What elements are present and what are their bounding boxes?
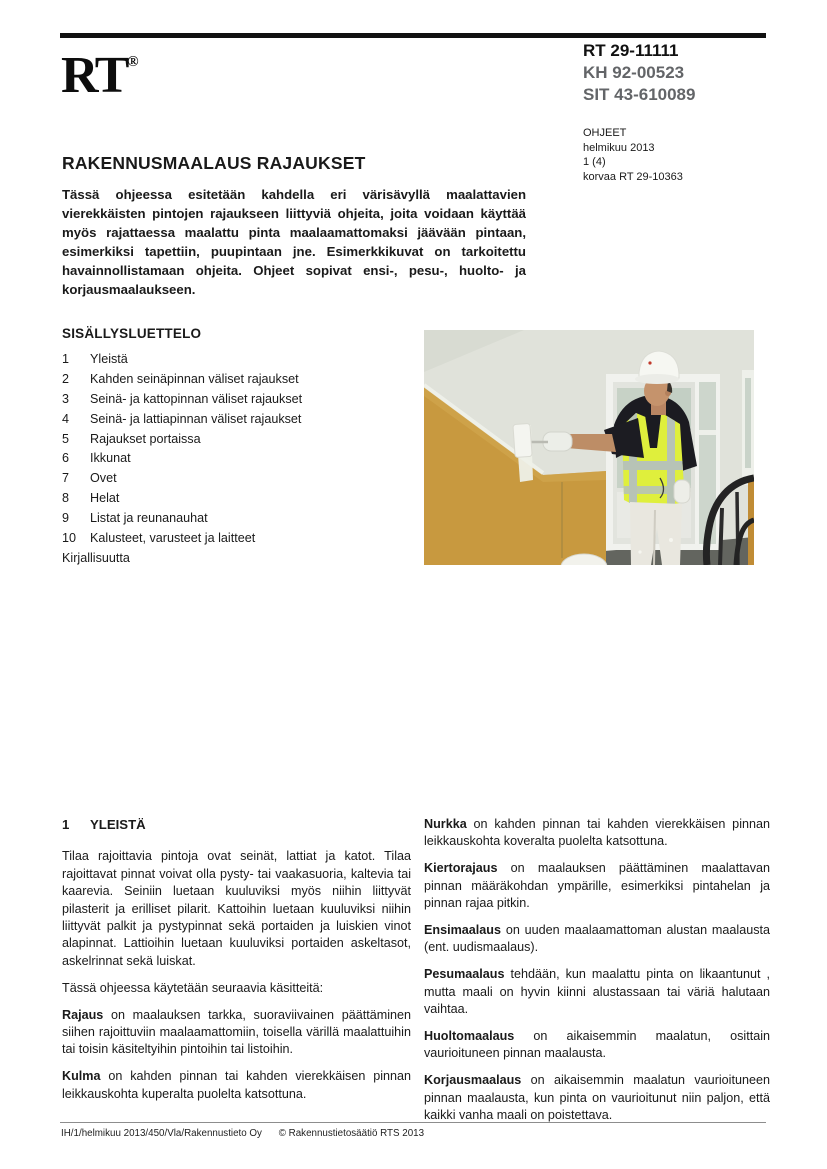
column-left xyxy=(62,816,411,1113)
toc-item: 10 Kalusteet, varusteet ja laitteet xyxy=(62,531,256,546)
definition-kiertorajaus: Kiertorajaus on maalauksen päättäminen maalattavan pinnan määräkohdan ympärille, esimerkiksi pintahelan ja pinnan rajaa pitkin. xyxy=(424,861,770,911)
document-meta xyxy=(583,126,683,184)
footer-copyright: © Rakennustietosäätiö RTS 2013 xyxy=(278,1128,425,1139)
toc-item: 1 Yleistä xyxy=(62,352,128,366)
definition-ensimaalaus: Ensimaalaus on uuden maalaamattoman alustan maalausta (ent. uudismaalaus). xyxy=(424,923,771,955)
paragraph: Tässä ohjeessa käytetään seuraavia käsitteitä: xyxy=(62,980,324,995)
section-1-title: YLEISTÄ xyxy=(90,817,146,832)
rt-logo xyxy=(61,38,139,104)
page-title: RAKENNUSMAALAUS RAJAUKSET xyxy=(62,153,366,173)
code-sit: SIT 43-610089 xyxy=(583,85,696,104)
document-codes xyxy=(583,40,695,106)
rt-logo-text: RT xyxy=(61,47,128,104)
definition-nurkka: Nurkka on kahden pinnan tai kahden vierekkäisen pinnan leikkauskohta koveralta puolelta katsottuna. xyxy=(424,817,771,849)
paragraph: Tilaa rajoittavia pintoja ovat seinät, lattiat ja katot. Tilaa rajoittavat pinnat voivat olla pysty- tai vaakasuoria, kaltevia tai kaarevia. Seiniin luetaan kuuluviksi myös niihin liittyvät pilasterit ja erilliset pilarit. Kattoihin luetaan kuuluviksi niihin liittyvät palkit ja pystypinnat sekä portaiden ja luiskien vinot alapinnat. Lattioihin luetaan kuuluviksi portaiden askeltasot, askelrinnat sekä luiskat. xyxy=(62,849,411,968)
painter-photo xyxy=(424,330,754,565)
toc-item: 6 Ikkunat xyxy=(62,451,131,466)
toc-item: 8 Helat xyxy=(62,491,120,506)
toc-item: 3 Seinä- ja kattopinnan väliset rajaukset xyxy=(62,391,303,406)
toc-heading: SISÄLLYSLUETTELO xyxy=(62,326,202,341)
code-rt: RT 29-11111 xyxy=(583,41,679,60)
code-kh: KH 92-00523 xyxy=(583,63,685,82)
meta-replaces: korvaa RT 29-10363 xyxy=(583,170,683,183)
definition-kulma: Kulma on kahden pinnan tai kahden vierekkäisen pinnan leikkauskohta kuperalta puolelta katsottuna. xyxy=(62,1069,412,1101)
column-right xyxy=(424,816,770,1134)
definition-rajaus: Rajaus on maalauksen tarkka, suoraviivainen päättäminen siihen rajoittuviin maalaamattomiin, toisella värillä maalattuihin tai toisin käsiteltyihin pintoihin tai listoihin. xyxy=(62,1007,412,1057)
section-1-heading xyxy=(62,816,411,833)
footer-rule xyxy=(60,1122,766,1123)
intro-paragraph: Tässä ohjeessa esitetään kahdella eri värisävyllä maalattavien vierekkäisten pintojen rajaukseen liittyviä ohjeita, joita voidaan käyttää myös rajattaessa maalattu pinta maalaamattomaksi jäävään pintaan, esimerkiksi tapettiin, puupintaan jne. Esimerkkikuvat on tarkoitettu havainnollistamaan ohjeita. Ohjeet sopivat ensi-, pesu-, huolto- ja korjausmaalaukseen. xyxy=(62,187,526,297)
toc-item: 9 Listat ja reunanauhat xyxy=(62,511,208,526)
toc-item: 4 Seinä- ja lattiapinnan väliset rajaukset xyxy=(62,411,302,426)
toc-literature: Kirjallisuutta xyxy=(62,550,130,565)
registered-mark: ® xyxy=(127,54,139,70)
toc-item: 2 Kahden seinäpinnan väliset rajaukset xyxy=(62,371,299,386)
definition-huoltomaalaus: Huoltomaalaus on aikaisemmin maalatun, osittain vaurioituneen pinnan maalausta. xyxy=(424,1029,771,1061)
meta-page: 1 (4) xyxy=(583,156,606,168)
definition-korjausmaalaus: Korjausmaalaus on aikaisemmin maalatun vaurioituneen pinnan maalausta, kun pinta on vaurioitunut niin paljon, että kaikki vanha maali on poistettava. xyxy=(424,1073,771,1123)
definition-pesumaalaus: Pesumaalaus tehdään, kun maalattu pinta on likaantunut , mutta maali on hyvin kiinni alustassaan tai väriä halutaan vaihtaa. xyxy=(424,967,771,1017)
footer-imprint: IH/1/helmikuu 2013/450/Vla/Rakennustieto Oy xyxy=(61,1128,262,1139)
top-rule xyxy=(60,33,766,38)
meta-date: helmikuu 2013 xyxy=(583,141,655,154)
footer xyxy=(61,1128,438,1139)
section-1-number: 1 xyxy=(62,817,70,832)
meta-type: OHJEET xyxy=(583,127,627,139)
toc-item: 7 Ovet xyxy=(62,471,117,486)
toc-item: 5 Rajaukset portaissa xyxy=(62,431,201,446)
table-of-contents xyxy=(62,326,402,571)
